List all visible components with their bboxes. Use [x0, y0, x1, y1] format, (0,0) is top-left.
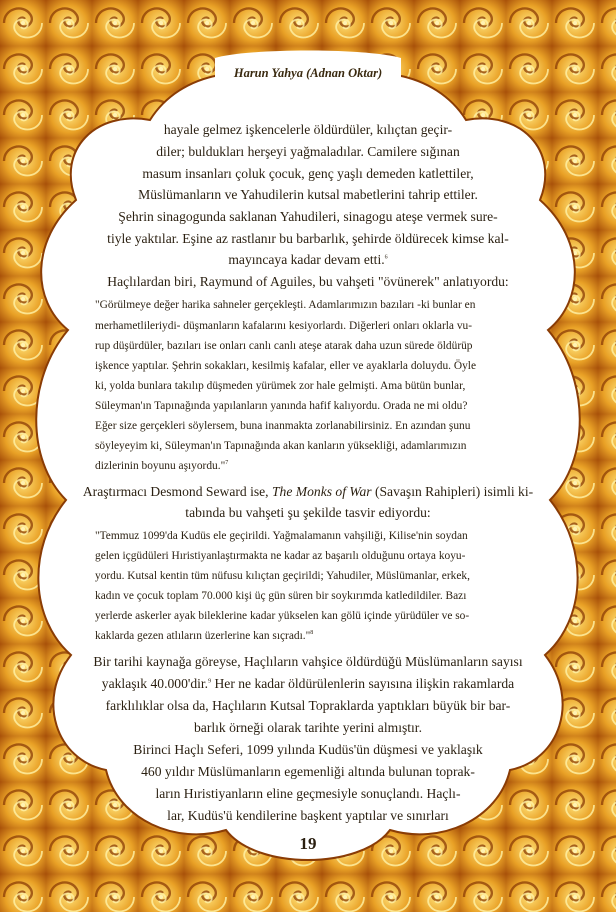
- p4-line-1: Bir tarihi kaynağa göreyse, Haçlıların vahşice öldürdüğü Müslümanların sayısı: [93, 654, 523, 669]
- p3-line-1: Araştırmacı Desmond Seward ise, The Monks of War (Savaşın Rahipleri) isimli ki-: [82, 484, 534, 499]
- quote2-line-4: kadın ve çocuk toplam 70.000 kişi üç gün süren bir soykırımda katledildiler. Bazı: [95, 590, 467, 602]
- p5-line-2: 460 yıldır Müslümanların egemenliği altında bulunan toprak-: [141, 764, 475, 779]
- p5-line-4: lar, Kudüs'ü kendilerine başkent yaptılar ve sınırları: [167, 808, 449, 823]
- p3-line-2: tabında bu vahşeti şu şekilde tasvir ediyordu:: [185, 505, 431, 520]
- quote1-line-4: işkence yaptılar. Şehrin sokakları, kesilmiş kafalar, eller ve ayaklarla doluydu. Öyle: [95, 360, 477, 372]
- footnote-6: 6: [384, 254, 388, 261]
- p1-line-1: hayale gelmez işkencelerle öldürdüler, kılıçtan geçir-: [163, 122, 453, 137]
- p1-line-2: diler; buldukları herşeyi yağmaladılar. Camilere sığınan: [156, 144, 460, 159]
- quote1-line-7: Eğer size gerçekleri söylersem, buna inanmakta zorlanabilirsiniz. En azından şunu: [95, 420, 471, 432]
- p1-line-3: masum insanları çoluk çocuk, genç yaşlı demeden katlettiler,: [142, 166, 474, 181]
- p1-line-6: tiyle yaktılar. Eşine az rastlanır bu barbarlık, şehirde öldürecek kimse kal-: [107, 231, 509, 246]
- footnote-9: 9: [208, 678, 212, 685]
- p1-line-4: Müslümanların ve Yahudilerin kutsal mabetlerini tahrip ettiler.: [138, 187, 478, 202]
- p4-line-4: barlık örneği olarak tarihte yerini almıştır.: [193, 720, 422, 735]
- p1-line-7: mayıncaya kadar devam etti.$^6$: [228, 252, 388, 267]
- quote1-line-1: "Görülmeye değer harika sahneler gerçekleşti. Adamlarımızın bazıları -ki bunlar en: [95, 299, 476, 311]
- quote1-line-6: Süleyman'ın Tapınağında yapılanların yanında hafif kalıyordu. Orada ne mi oldu?: [95, 400, 468, 412]
- p1-line-5: Şehrin sinagogunda saklanan Yahudileri, sinagogu ateşe vermek sure-: [118, 209, 498, 224]
- quote2-line-5: yerlerde askerler ayak bileklerine kadar yükselen kan gölü içinde yürüdüler ve so-: [95, 610, 470, 622]
- p4-line-2: yaklaşık 40.000'dir.$^9$ Her ne kadar öldürülenlerin sayısına ilişkin rakamlarda: [101, 676, 515, 691]
- quote2-line-1: "Temmuz 1099'da Kudüs ele geçirildi. Yağmalamanın vahşiliği, Kilise'nin soydan: [95, 530, 468, 542]
- running-header: Harun Yahya (Adnan Oktar): [233, 66, 383, 80]
- quote1-line-9: dizlerinin boyunu aşıyordu."$^7$: [95, 460, 229, 472]
- footnote-7: 7: [225, 460, 229, 467]
- book-title: The Monks of War: [271, 484, 372, 499]
- p5-line-3: ların Hıristiyanların eline geçmesiyle sonuçlandı. Haçlı-: [155, 786, 461, 801]
- quote2-line-3: yordu. Kutsal kentin tüm nüfusu kılıçtan geçirildi; Yahudiler, Müslümanlar, erkek,: [95, 570, 470, 582]
- quote1-line-3: rup düşürdüler, bazıları ise onları canlı canlı ateşe atarak daha uzun sürede öldürüp: [95, 340, 473, 352]
- p2-line-1: Haçlılardan biri, Raymund of Aguiles, bu vahşeti "övünerek" anlatıyordu:: [107, 274, 509, 289]
- p5-line-1: Birinci Haçlı Seferi, 1099 yılında Kudüs'ün düşmesi ve yaklaşık: [133, 742, 483, 757]
- quote1-line-2: merhametlileriydi- düşmanların kafalarını kesiyorlardı. Diğerleri onları oklarla vu-: [95, 320, 473, 332]
- quote2-line-6: kaklarda gezen atlıların üzerlerine kan sıçradı."$^8$: [95, 630, 314, 642]
- quote1-line-5: ki, yolda bunlara takılıp düşmeden yürümek zor hale gelmişti. Ama bütün bunlar,: [95, 380, 466, 392]
- footnote-8: 8: [310, 630, 314, 637]
- page-number: 19: [299, 834, 317, 853]
- quote2-line-2: gelen içgüdüleri Hıristiyanlaştırmakta ne kadar az başarılı olduğunu ortaya koyu-: [95, 550, 466, 562]
- p4-line-3: farklılıklar olsa da, Haçlıların Kutsal Topraklarda yaptıkları büyük bir bar-: [105, 698, 511, 713]
- quote1-line-8: söyleyeyim ki, Süleyman'ın Tapınağında akan kanların yüksekliği, adamlarımızın: [95, 440, 467, 452]
